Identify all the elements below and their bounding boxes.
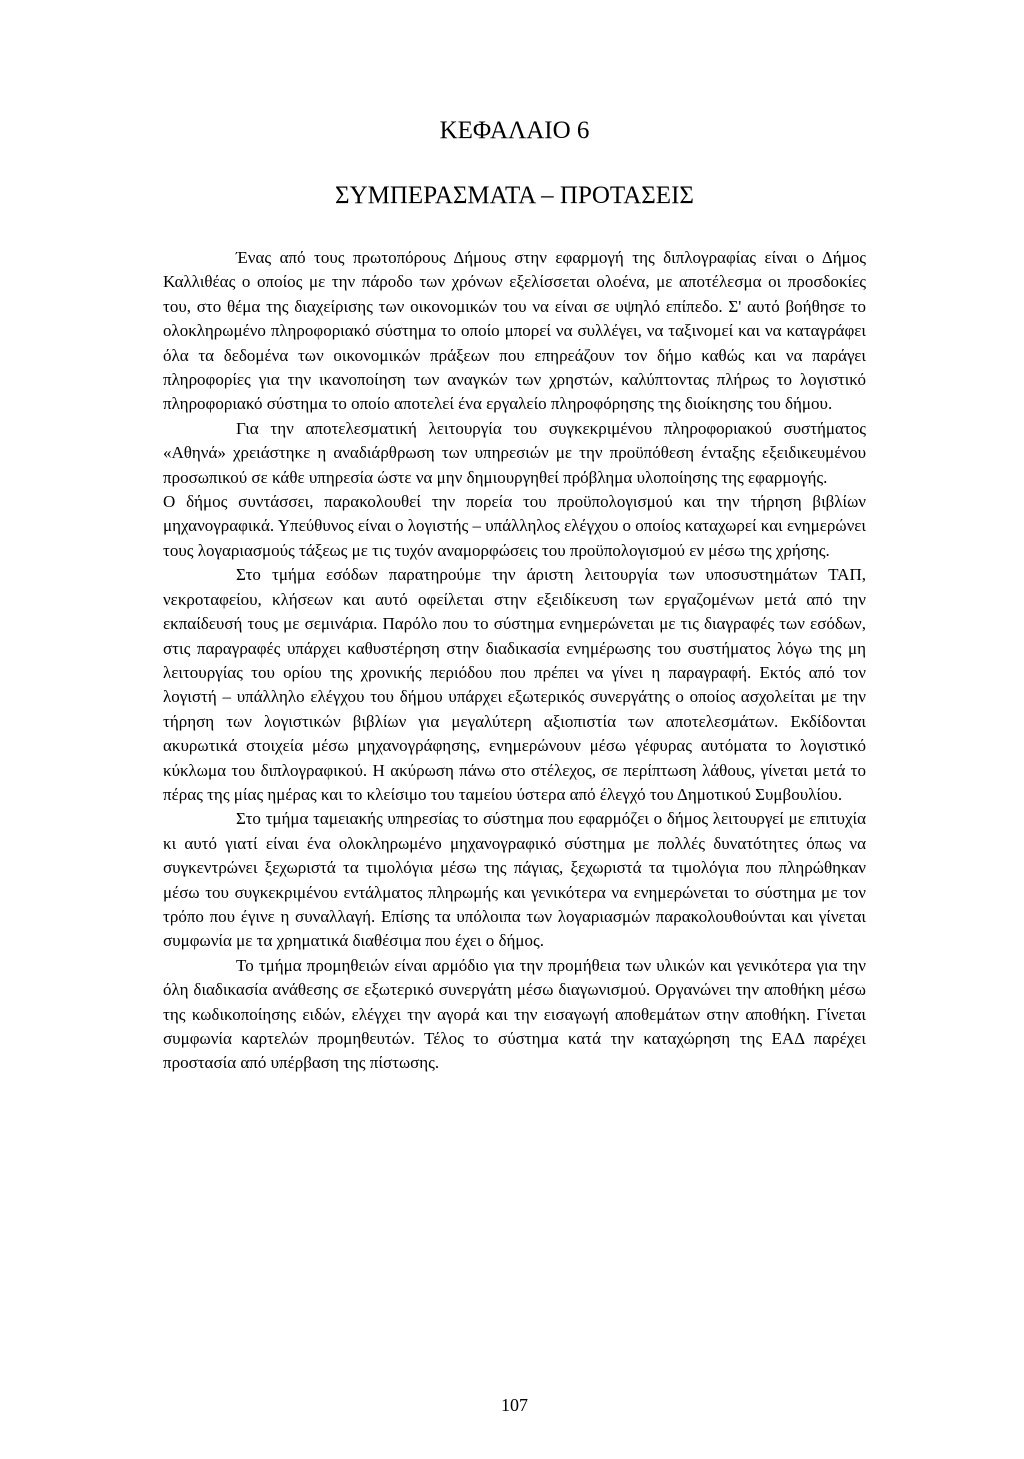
paragraph: Για την αποτελεσματική λειτουργία του συγκεκριμένου πληροφοριακού συστήματος «Αθηνά» χρειάστηκε η αναδιάρθρωση των υπηρεσιών με την προϋπόθεση ένταξης εξειδικευμένου προσωπικού σε κάθε υπηρεσία ώστε να μην δημιουργηθεί πρόβλημα υλοποίησης της εφαρμογής. — [163, 418, 866, 487]
paragraph: Το τμήμα προμηθειών είναι αρμόδιο για την προμήθεια των υλικών και γενικότερα για την όλη διαδικασία ανάθεσης σε εξωτερικό συνεργάτη μέσω διαγωνισμού. Οργανώνει την αποθήκη μέσω της κωδικοποίησης ειδών, ελέγχει την αγορά και την εισαγωγή αποθεμάτων στην αποθήκη. Γίνεται συμφωνία καρτελών προμηθευτών. Τέλος το σύστημα κατά την καταχώρηση της ΕΑΔ παρέχει προστασία από υπέρβαση της πίστωσης. — [163, 955, 866, 1073]
page-number: 107 — [501, 1395, 528, 1415]
document-body — [163, 246, 866, 1076]
chapter-title: ΣΥΜΠΕΡΑΣΜΑΤΑ – ΠΡΟΤΑΣΕΙΣ — [335, 182, 694, 209]
paragraph: Ο δήμος συντάσσει, παρακολουθεί την πορεία του προϋπολογισμού και την τήρηση βιβλίων μηχανογραφικά. Υπεύθυνος είναι ο λογιστής – υπάλληλος ελέγχου ο οποίος καταχωρεί και ενημερώνει τους λογαριασμούς τάξεως με τις τυχόν αναμορφώσεις του προϋπολογισμού εν μέσω της χρήσης. — [163, 492, 866, 560]
paragraph: Στο τμήμα ταμειακής υπηρεσίας το σύστημα που εφαρμόζει ο δήμος λειτουργεί με επιτυχία κι αυτό γιατί είναι ένα ολοκληρωμένο μηχανογραφικό σύστημα με πολλές δυνατότητες όπως να συγκεντρώνει ξεχωριστά τα τιμολόγια μέσω της πάγιας, ξεχωριστά τα τιμολόγια που πληρώθηκαν μέσω του συγκεκριμένου εντάλματος πληρωμής και γενικότερα να ενημερώνεται το σύστημα με τον τρόπο που έγινε η συναλλαγή. Επίσης τα υπόλοιπα των λογαριασμών παρακολουθούνται και γίνεται συμφωνία με τα χρηματικά διαθέσιμα που έχει ο δήμος. — [163, 809, 866, 951]
chapter-heading: ΚΕΦΑΛΑΙΟ 6 — [439, 117, 590, 144]
paragraph: Στο τμήμα εσόδων παρατηρούμε την άριστη λειτουργία των υποσυστημάτων ΤΑΠ, νεκροταφείου, κλήσεων και αυτό οφείλεται στην εξειδίκευση των εργαζομένων μετά από την εκπαίδευσή τους με σεμινάρια. Παρόλο που το σύστημα ενημερώνεται με τις διαγραφές των εσόδων, στις παραγραφές υπάρχει καθυστέρηση στην διαδικασία ενημέρωσης του συστήματος λόγω της μη λειτουργίας του ορίου της χρονικής περιόδου που πρέπει να γίνει η παραγραφή. Εκτός από τον λογιστή – υπάλληλο ελέγχου του δήμου υπάρχει εξωτερικός συνεργάτης ο οποίος ασχολείται με την τήρηση των λογιστικών βιβλίων για μεγαλύτερη αξιοπιστία των αποτελεσμάτων. Εκδίδονται ακυρωτικά στοιχεία μέσω μηχανογράφησης, ενημερώνουν μέσω γέφυρας αυτόματα το λογιστικό κύκλωμα του διπλογραφικού. Η ακύρωση πάνω στο στέλεχος, σε περίπτωση λάθους, γίνεται μετά το πέρας της μίας ημέρας και το κλείσιμο του ταμείου ύστερα από έλεγχό του Δημοτικού Συμβουλίου. — [163, 565, 866, 804]
document-page — [163, 0, 866, 1459]
paragraph: Ένας από τους πρωτοπόρους Δήμους στην εφαρμογή της διπλογραφίας είναι ο Δήμος Καλλιθέας ο οποίος με την πάροδο των χρόνων εξελίσσεται ολοένα, με αποτέλεσμα οι προσδοκίες του, στο θέμα της διαχείρισης των οικονομικών του να είναι σε υψηλό επίπεδο. Σ' αυτό βοήθησε το ολοκληρωμένο πληροφοριακό σύστημα το οποίο μπορεί να συλλέγει, να ταξινομεί και να καταγράφει όλα τα δεδομένα των οικονομικών πράξεων που επηρεάζουν τον δήμο καθώς και να παράγει πληροφορίες για την ικανοποίηση των αναγκών των χρηστών, καλύπτοντας πλήρως το λογιστικό πληροφοριακό σύστημα το οποίο αποτελεί ένα εργαλείο πληροφόρησης της διοίκησης του δήμου. — [163, 248, 866, 414]
